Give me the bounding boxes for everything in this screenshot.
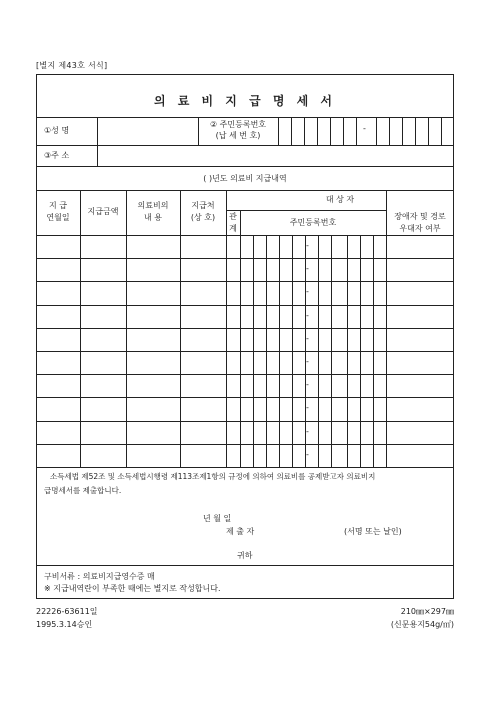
- approval-date: 1995.3.14승인: [36, 620, 93, 629]
- year-section-title: ( )년도 의료비 지급내역: [203, 174, 287, 183]
- tax-id-label: (납 세 번 호): [215, 131, 261, 140]
- col-amount: 지급금액: [87, 207, 119, 216]
- id-cell-divider: [253, 235, 254, 467]
- id-cell-divider: [318, 235, 319, 467]
- address-field[interactable]: [98, 146, 453, 165]
- row-id-dash: -: [306, 357, 309, 366]
- resident-id-field[interactable]: [279, 118, 453, 144]
- submitter-field[interactable]: [270, 524, 342, 538]
- row-id-dash: -: [306, 334, 309, 343]
- recipient-label: 귀하: [237, 551, 253, 560]
- row-id-dash: -: [306, 311, 309, 320]
- row-id-dash: -: [306, 380, 309, 389]
- id-dash: -: [363, 124, 366, 133]
- address-label: ③주 소: [44, 151, 70, 160]
- col-relation-line1: 관: [229, 212, 237, 221]
- id-cell-divider: [266, 235, 267, 467]
- col-disabled-line1: 장애자 및 경로: [394, 212, 446, 221]
- row-id-dash: -: [306, 287, 309, 296]
- table-row[interactable]: [37, 352, 453, 374]
- date-text: 년 월 일: [203, 514, 232, 523]
- table-row[interactable]: [37, 422, 453, 444]
- col-disabled-line2: 우대자 여부: [399, 224, 441, 233]
- table-row[interactable]: [37, 398, 453, 420]
- table-row[interactable]: [37, 282, 453, 304]
- name-field[interactable]: [98, 118, 197, 144]
- table-row[interactable]: [37, 329, 453, 351]
- divider: [36, 565, 454, 566]
- row-id-dash: -: [306, 241, 309, 250]
- form-code: 22226-63611일: [36, 607, 98, 616]
- id-cell-divider: [347, 235, 348, 467]
- id-cell-divider: [305, 235, 306, 467]
- submitter-label: 제 출 자: [226, 527, 255, 536]
- col-date-line1: 지 급: [49, 201, 67, 210]
- id-cell-divider: [373, 235, 374, 467]
- declaration-line1: 소득세법 제52조 및 소득세법시행령 제113조제1항의 규정에 의하여 의료비를 공제받고자 의료비지: [50, 472, 376, 481]
- table-row[interactable]: [37, 306, 453, 328]
- id-cell-divider: [331, 235, 332, 467]
- attachments-line1: 구비서류 : 의료비지급영수증 매: [44, 572, 155, 581]
- divider: [226, 210, 386, 211]
- divider: [36, 190, 454, 191]
- table-row[interactable]: [37, 259, 453, 281]
- col-resident-id: 주민등록번호: [289, 218, 337, 227]
- row-id-dash: -: [306, 403, 309, 412]
- col-content-line1: 의료비의: [137, 201, 169, 210]
- col-target: 대 상 자: [325, 195, 355, 204]
- resident-id-label: ② 주민등록번호: [209, 120, 267, 129]
- attachments-line2: ※ 지급내역란이 부족한 때에는 별지로 작성합니다.: [44, 584, 221, 593]
- table-row[interactable]: [37, 236, 453, 258]
- id-cell-divider: [279, 235, 280, 467]
- divider: [36, 467, 454, 468]
- signature-label: (서명 또는 날인): [344, 527, 402, 536]
- col-relation-line2: 계: [229, 224, 237, 233]
- table-row[interactable]: [37, 445, 453, 467]
- row-id-dash: -: [306, 450, 309, 459]
- table-row[interactable]: [37, 375, 453, 397]
- form-number-label: [별지 제43호 서식]: [36, 61, 108, 70]
- name-label: ①성 명: [44, 126, 70, 135]
- col-payee-line2: (상 호): [190, 213, 216, 222]
- row-id-dash: -: [306, 264, 309, 273]
- divider: [36, 166, 454, 167]
- col-date-line2: 연월일: [46, 213, 70, 222]
- paper-type: (신문용지54g/㎡): [390, 620, 454, 629]
- form-title: 의 료 비 지 급 명 세 서: [154, 94, 336, 108]
- id-cell-divider: [360, 235, 361, 467]
- declaration-line2: 급명세서를 제출합니다.: [44, 486, 122, 495]
- paper-size: 210㎜×297㎜: [400, 607, 454, 616]
- id-cell-divider: [292, 235, 293, 467]
- row-id-dash: -: [306, 427, 309, 436]
- col-payee-line1: 지급처: [191, 201, 215, 210]
- col-content-line2: 내 용: [144, 213, 162, 222]
